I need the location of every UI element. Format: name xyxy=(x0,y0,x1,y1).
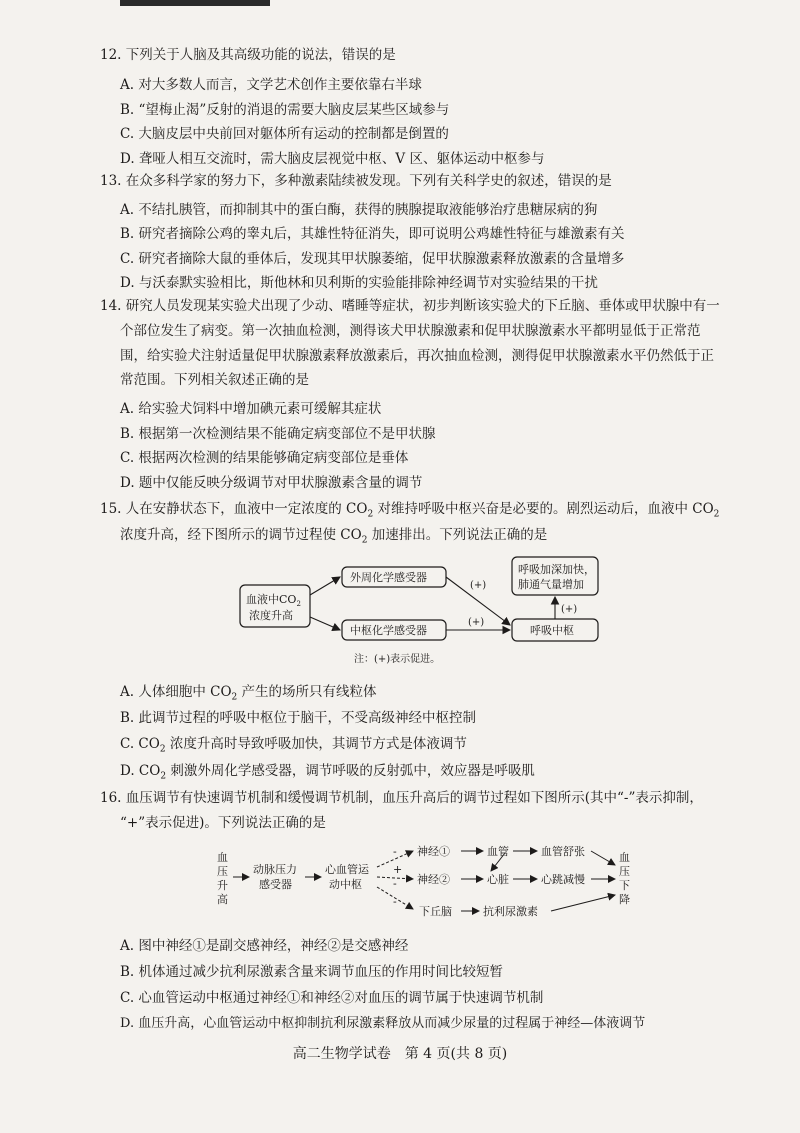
scan-edge-shadow xyxy=(120,0,270,6)
arrow-blood-to-peripheral xyxy=(310,577,340,595)
question-14-stem-line-2: 个部位发生了病变。第一次抽血检测，测得该犬甲状腺激素和促甲状腺激素水平都明显低于正常范 xyxy=(120,323,701,339)
heart-label: 心脏 xyxy=(487,873,509,886)
bp-down-char-4: 降 xyxy=(619,893,630,906)
question-13-option-a: A. 不结扎胰管，而抑制其中的蛋白酶，获得的胰腺提取液能够治疗患糖尿病的狗 xyxy=(120,202,598,218)
bp-up-char-4: 高 xyxy=(217,893,228,906)
question-15-option-a: A. 人体细胞中 $CO_2$ 产生的场所只有线粒体 xyxy=(120,684,377,703)
question-13-option-b: B. 研究者摘除公鸡的睾丸后，其雄性特征消失，即可说明公鸡雄性特征与雄激素有关 xyxy=(120,226,625,242)
arrow-blood-to-central xyxy=(310,617,340,630)
question-16-stem-line-1: 16. 血压调节有快速调节机制和缓慢调节机制，血压升高后的调节过程如下图所示(其中“-”表示抑制， xyxy=(100,790,703,806)
plus-sign-central: (+) xyxy=(468,617,485,628)
question-16-option-c: C. 心血管运动中枢通过神经①和神经②对血压的调节属于快速调节机制 xyxy=(120,990,544,1006)
peripheral-receptor-label: 外周化学感受器 xyxy=(350,571,427,584)
question-12-option-d: D. 聋哑人相互交流时，需大脑皮层视觉中枢、V 区、躯体运动中枢参与 xyxy=(120,151,545,167)
question-13-option-d: D. 与沃泰默实验相比，斯他林和贝利斯的实验能排除神经调节对实验结果的干扰 xyxy=(120,275,598,291)
diagram-note: 注：(+)表示促进。 xyxy=(354,654,441,665)
question-12-option-a: A. 对大多数人而言，文学艺术创作主要依靠右半球 xyxy=(120,77,422,93)
blood-co2-label-1: 血液中$CO_2$ xyxy=(246,593,301,608)
question-14-stem-line-4: 常范围。下列相关叙述正确的是 xyxy=(120,372,309,388)
baroreceptor-label-2: 感受器 xyxy=(259,878,292,891)
question-14-stem-line-3: 围，给实验犬注射适量促甲状腺激素释放激素后，再次抽血检测，测得促甲状腺激素水平仍然低于正 xyxy=(120,348,714,364)
vessel-dilate-label: 血管舒张 xyxy=(541,845,585,858)
question-16-option-a: A. 图中神经①是副交感神经，神经②是交感神经 xyxy=(120,938,409,954)
question-14-option-a: A. 给实验犬饲料中增加碘元素可缓解其症状 xyxy=(120,401,382,417)
nerve2-label: 神经② xyxy=(417,873,450,886)
result-label-1: 呼吸加深加快， xyxy=(518,563,595,576)
vessel-label: 血管 xyxy=(487,845,509,858)
question-12-option-b: B. “望梅止渴”反射的消退的需要大脑皮层某些区域参与 xyxy=(120,102,450,118)
hypothalamus-label: 下丘脑 xyxy=(419,905,452,918)
question-14-option-b: B. 根据第一次检测结果不能确定病变部位不是甲状腺 xyxy=(120,426,436,442)
respiratory-center-label: 呼吸中枢 xyxy=(530,624,574,637)
question-15-option-d: D. $CO_2$ 刺激外周化学感受器，调节呼吸的反射弧中，效应器是呼吸肌 xyxy=(120,763,535,782)
question-16-option-b: B. 机体通过减少抗利尿激素含量来调节血压的作用时间比较短暂 xyxy=(120,964,504,980)
baroreceptor-label-1: 动脉压力 xyxy=(253,863,297,876)
question-16-option-d: D. 血压升高，心血管运动中枢抑制抗利尿激素释放从而减少尿量的过程属于神经—体液调节 xyxy=(120,1016,646,1031)
bp-down-char-3: 下 xyxy=(619,879,630,892)
bp-up-char-3: 升 xyxy=(217,879,228,892)
question-15-option-c: C. $CO_2$ 浓度升高时导致呼吸加快，其调节方式是体液调节 xyxy=(120,736,467,755)
plus-sign-peripheral: (+) xyxy=(470,580,487,591)
bp-down-char-2: 压 xyxy=(619,865,630,878)
minus-sign-1: - xyxy=(393,845,397,858)
blood-co2-label-2: 浓度升高 xyxy=(249,609,293,622)
central-receptor-label: 中枢化学感受器 xyxy=(350,624,427,637)
question-12-option-c: C. 大脑皮层中央前回对躯体所有运动的控制都是倒置的 xyxy=(120,126,449,142)
question-15-stem-line-2: 浓度升高，经下图所示的调节过程使 $CO_2$ 加速排出。下列说法正确的是 xyxy=(120,527,548,546)
question-14-option-d: D. 题中仅能反映分级调节对甲状腺激素含量的调节 xyxy=(120,475,423,491)
question-15-option-b: B. 此调节过程的呼吸中枢位于脑干，不受高级神经中枢控制 xyxy=(120,710,477,726)
question-13-stem: 13. 在众多科学家的努力下，多种激素陆续被发现。下列有关科学史的叙述，错误的是 xyxy=(100,173,612,189)
arrow-adh-to-bp-down xyxy=(551,895,615,911)
question-14-option-c: C. 根据两次检测的结果能够确定病变部位是垂体 xyxy=(120,450,409,466)
blood-pressure-diagram xyxy=(205,837,645,927)
cv-center-label-1: 心血管运 xyxy=(325,863,369,876)
adh-label: 抗利尿激素 xyxy=(483,905,538,918)
page-footer: 高二生物学试卷 第 4 页(共 8 页) xyxy=(292,1046,508,1062)
cv-center-label-2: 动中枢 xyxy=(329,878,362,891)
heart-slow-label: 心跳减慢 xyxy=(541,873,585,886)
bp-up-char-1: 血 xyxy=(217,851,228,864)
plus-sign-result: (+) xyxy=(561,604,578,615)
bp-down-char-1: 血 xyxy=(619,851,630,864)
co2-regulation-diagram xyxy=(230,555,630,675)
arrow-dilate-to-bp-down xyxy=(591,851,615,865)
question-13-option-c: C. 研究者摘除大鼠的垂体后，发现其甲状腺萎缩，促甲状腺激素释放激素的含量增多 xyxy=(120,251,625,267)
plus-sign-1: + xyxy=(393,863,403,876)
question-15-stem-line-1: 15. 人在安静状态下，血液中一定浓度的 $CO_2$ 对维持呼吸中枢兴奋是必要的。剧烈运动后，血液中 $CO_2$ xyxy=(100,501,720,520)
result-label-2: 肺通气量增加 xyxy=(518,578,584,591)
question-14-stem-line-1: 14. 研究人员发现某实验犬出现了少动、嗜睡等症状，初步判断该实验犬的下丘脑、垂体或甲状腺中有一 xyxy=(100,298,720,314)
bp-up-char-2: 压 xyxy=(217,865,228,878)
question-16-stem-line-2: “+”表示促进)。下列说法正确的是 xyxy=(120,815,326,831)
question-12-stem: 12. 下列关于人脑及其高级功能的说法，错误的是 xyxy=(100,47,396,63)
minus-sign-3: - xyxy=(393,895,397,908)
nerve1-label: 神经① xyxy=(417,845,450,858)
minus-sign-2: - xyxy=(393,877,397,890)
